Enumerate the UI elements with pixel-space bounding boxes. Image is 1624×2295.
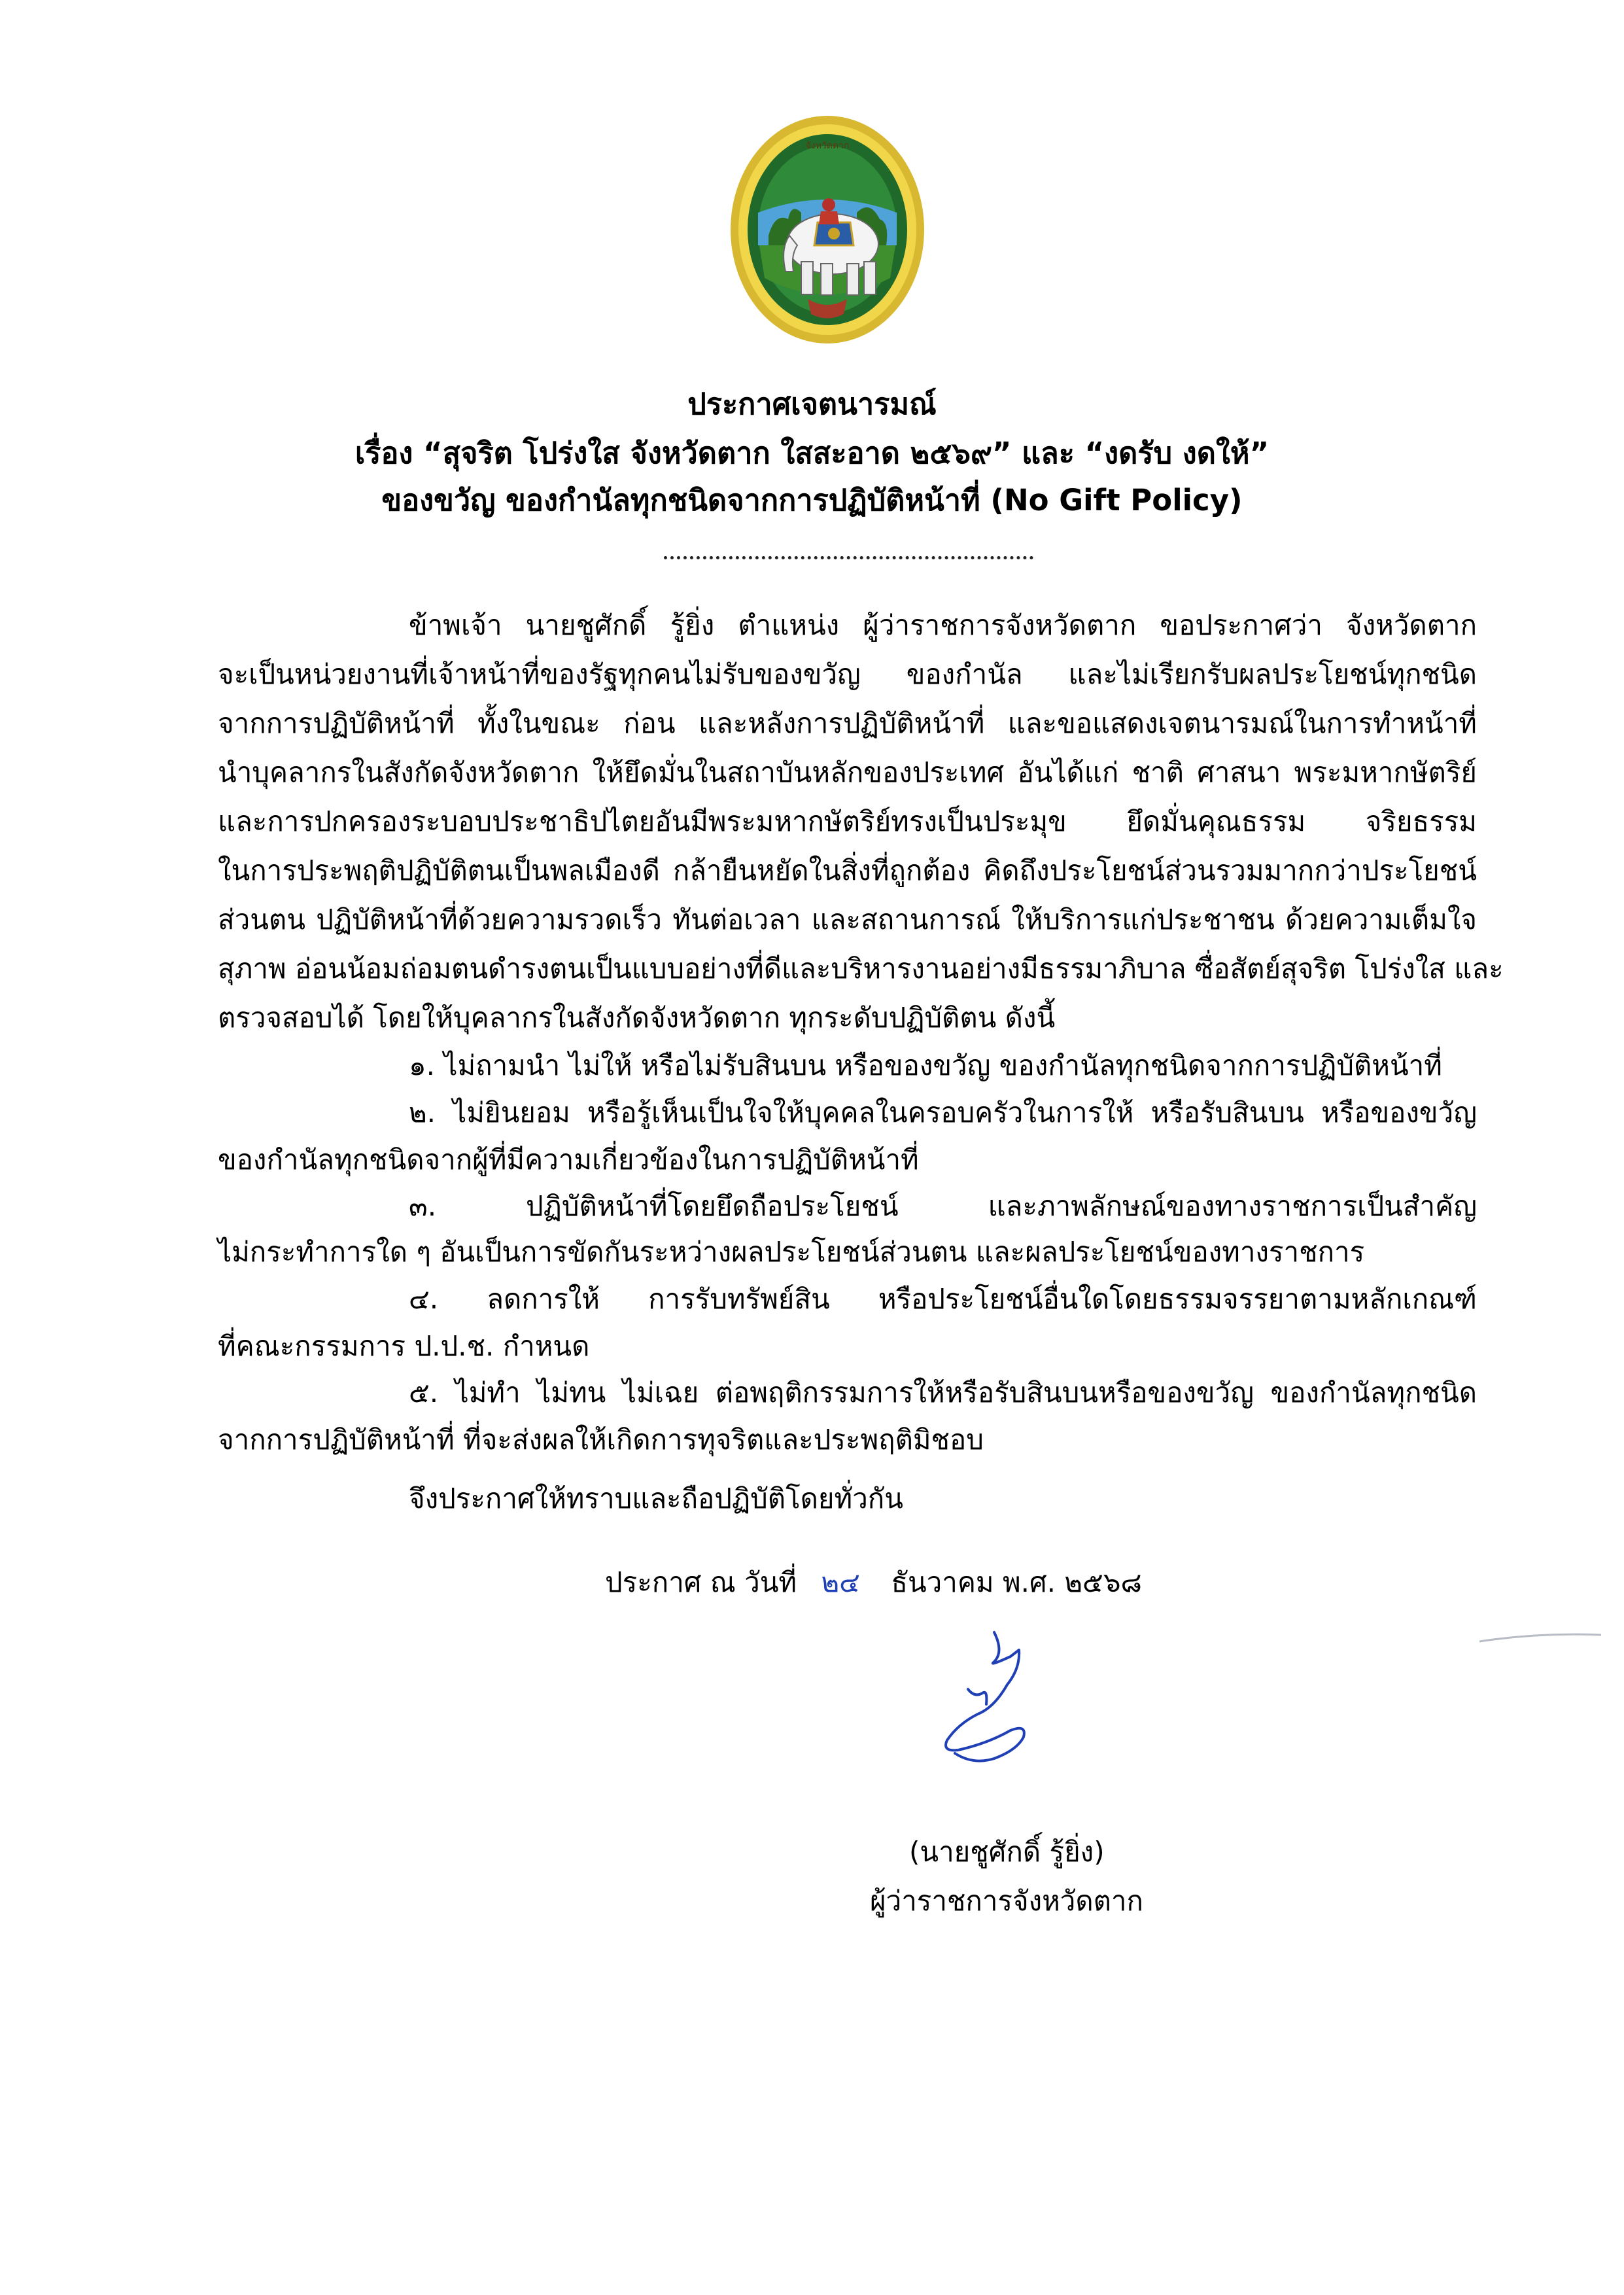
list-item-4-cont: ที่คณะกรรมการ ป.ป.ช. กำหนด bbox=[218, 1330, 590, 1362]
list-item-3-cont: ไม่กระทำการใด ๆ อันเป็นการขัดกันระหว่างผลประโยชน์ส่วนตน และผลประโยชน์ของทางราชการ bbox=[218, 1236, 1365, 1268]
list-item-1: ๑. ไม่ถามนำ ไม่ให้ หรือไม่รับสินบน หรือของขวัญ ของกำนัลทุกชนิดจากการปฏิบัติหน้าที่ bbox=[409, 1049, 1442, 1081]
body-line: ในการประพฤติปฏิบัติตนเป็นพลเมืองดี กล้ายืนหยัดในสิ่งที่ถูกต้อง คิดถึงประโยชน์ส่วนรวมมากกว่าประโยชน์ bbox=[218, 854, 1477, 886]
list-item-5-cont: จากการปฏิบัติหน้าที่ ที่จะส่งผลให้เกิดการทุจริตและประพฤติมิชอบ bbox=[218, 1424, 984, 1456]
body-line: ส่วนตน ปฏิบัติหน้าที่ด้วยความรวดเร็ว ทันต่อเวลา และสถานการณ์ ให้บริการแก่ประชาชน ด้วยความเต็มใจ bbox=[218, 903, 1477, 936]
document-title: ประกาศเจตนารมณ์ bbox=[687, 387, 937, 421]
body-line: จากการปฏิบัติหน้าที่ ทั้งในขณะ ก่อน และหลังการปฏิบัติหน้าที่ และขอแสดงเจตนารมณ์ในการทำหน้าที่ bbox=[218, 707, 1477, 739]
body-line: ตรวจสอบได้ โดยให้บุคลากรในสังกัดจังหวัดตาก ทุกระดับปฏิบัติตน ดังนี้ bbox=[218, 1002, 1056, 1034]
list-item-2: ๒. ไม่ยินยอม หรือรู้เห็นเป็นใจให้บุคคลในครอบครัวในการให้ หรือรับสินบน หรือของขวัญ bbox=[409, 1096, 1477, 1129]
document-subject-line-1: เรื่อง “สุจริต โปร่งใส จังหวัดตาก ใสสะอาด ๒๕๖๙” และ “งดรับ งดให้” bbox=[354, 436, 1270, 470]
body-line: นำบุคลากรในสังกัดจังหวัดตาก ให้ยึดมั่นในสถาบันหลักของประเทศ อันได้แก่ ชาติ ศาสนา พระมหากษัตริย์ bbox=[218, 756, 1477, 788]
list-item-2-cont: ของกำนัลทุกชนิดจากผู้ที่มีความเกี่ยวข้องในการปฏิบัติหน้าที่ bbox=[218, 1144, 919, 1176]
date-prefix: ประกาศ ณ วันที่ bbox=[605, 1566, 797, 1598]
handwritten-signature-icon bbox=[896, 1616, 1053, 1773]
scan-streak bbox=[1478, 1632, 1602, 1644]
list-item-3: ๓. ปฏิบัติหน้าที่โดยยึดถือประโยชน์ และภาพลักษณ์ของทางราชการเป็นสำคัญ bbox=[409, 1190, 1477, 1222]
document-subject-line-2: ของขวัญ ของกำนัลทุกชนิดจากการปฏิบัติหน้าที่ (No Gift Policy) bbox=[381, 483, 1243, 517]
seal-label: จังหวัดตาก bbox=[805, 141, 850, 151]
body-line: สุภาพ อ่อนน้อมถ่อมตนดำรงตนเป็นแบบอย่างที่ดีและบริหารงานอย่างมีธรรมาภิบาล ซื่อสัตย์สุจริต โปร่งใส และ bbox=[218, 953, 1504, 985]
body-line: และการปกครองระบอบประชาธิปไตยอันมีพระมหากษัตริย์ทรงเป็นประมุข ยึดมั่นคุณธรรม จริยธรรม bbox=[218, 805, 1477, 837]
list-item-5: ๕. ไม่ทำ ไม่ทน ไม่เฉย ต่อพฤติกรรมการให้หรือรับสินบนหรือของขวัญ ของกำนัลทุกชนิด bbox=[409, 1376, 1477, 1409]
list-item-4: ๔. ลดการให้ การรับทรัพย์สิน หรือประโยชน์อื่นใดโดยธรรมจรรยาตามหลักเกณฑ์ bbox=[409, 1283, 1477, 1315]
body-line: จะเป็นหน่วยงานที่เจ้าหน้าที่ของรัฐทุกคนไม่รับของขวัญ ของกำนัล และไม่เรียกรับผลประโยชน์ทุกชนิด bbox=[218, 658, 1477, 690]
closing-statement: จึงประกาศให้ทราบและถือปฏิบัติโดยทั่วกัน bbox=[409, 1482, 903, 1515]
dotted-divider bbox=[664, 556, 1033, 559]
body-line: ข้าพเจ้า นายชูศักดิ์ รู้ยิ่ง ตำแหน่ง ผู้ว่าราชการจังหวัดตาก ขอประกาศว่า จังหวัดตาก bbox=[409, 609, 1477, 641]
date-month-year: ธันวาคม พ.ศ. ๒๕๖๘ bbox=[891, 1566, 1142, 1598]
date-day: ๒๔ bbox=[821, 1566, 860, 1598]
tak-province-seal-icon bbox=[729, 114, 925, 345]
signatory-position: ผู้ว่าราชการจังหวัดตาก bbox=[870, 1885, 1143, 1917]
announcement-date bbox=[605, 1566, 1142, 1598]
signatory-name: (นายชูศักดิ์ รู้ยิ่ง) bbox=[909, 1836, 1105, 1868]
